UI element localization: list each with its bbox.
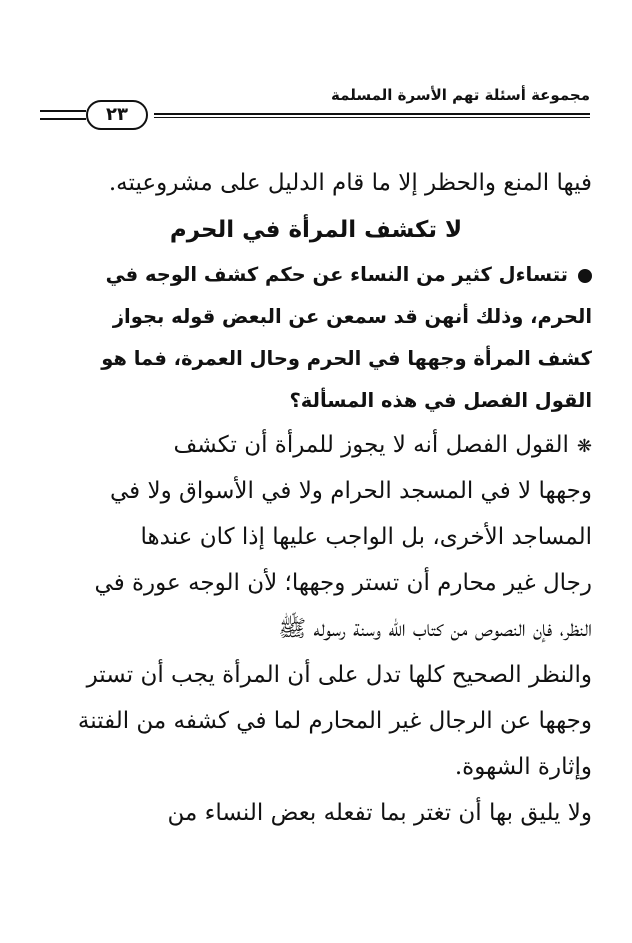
answer-line-text: القول الفصل أنه لا يجوز للمرأة أن تكشف	[173, 432, 569, 458]
answer-marker-icon: ❋	[576, 436, 592, 457]
answer-line: رجال غير محارم أن تستر وجهها؛ لأن الوجه عورة في	[94, 570, 592, 596]
answer-line: وإثارة الشهوة.	[454, 754, 592, 780]
header-rule-left-bottom	[40, 118, 86, 120]
text-line: ولا يليق بها أن تغتر بما تفعله بعض النساء من	[167, 800, 592, 826]
page-number-badge: ٢٣	[86, 100, 148, 130]
question-line: القول الفصل في هذه المسألة؟	[289, 389, 592, 412]
answer-line: وجهها عن الرجال غير المحارم لما في كشفه من الفتنة	[77, 708, 592, 734]
question-block	[40, 254, 592, 422]
answer-line: والنظر الصحيح كلها تدل على أن المرأة يجب أن تستر	[86, 662, 592, 688]
question-line-text: تتساءل كثير من النساء عن حكم كشف الوجه في	[105, 263, 568, 286]
question-line: الحرم، وذلك أنهن قد سمعن عن البعض قوله بجواز	[112, 305, 592, 328]
answer-line: المساجد الأخرى، بل الواجب عليها إذا كان عندها	[140, 524, 592, 550]
bullet-icon	[578, 269, 592, 283]
header-rule	[154, 113, 590, 118]
page-body	[40, 160, 592, 836]
answer-line	[40, 422, 592, 468]
text-line: فيها المنع والحظر إلا ما قام الدليل على مشروعيته.	[108, 170, 592, 196]
section-title: لا تكشف المرأة في الحرم	[169, 217, 463, 243]
answer-line: وجهها لا في المسجد الحرام ولا في الأسواق ولا في	[110, 478, 592, 504]
question-line	[40, 254, 592, 296]
header-rule-left-top	[40, 110, 86, 112]
question-line: كشف المرأة وجهها في الحرم وحال العمرة، فما هو	[101, 347, 592, 370]
answer-block	[40, 422, 592, 790]
running-header-title: مجموعة أسئلة تهم الأسرة المسلمة	[331, 86, 590, 104]
answer-line: النظر، فإن النصوص من كتاب الله وسنة رسوله ﷺ	[278, 616, 592, 642]
